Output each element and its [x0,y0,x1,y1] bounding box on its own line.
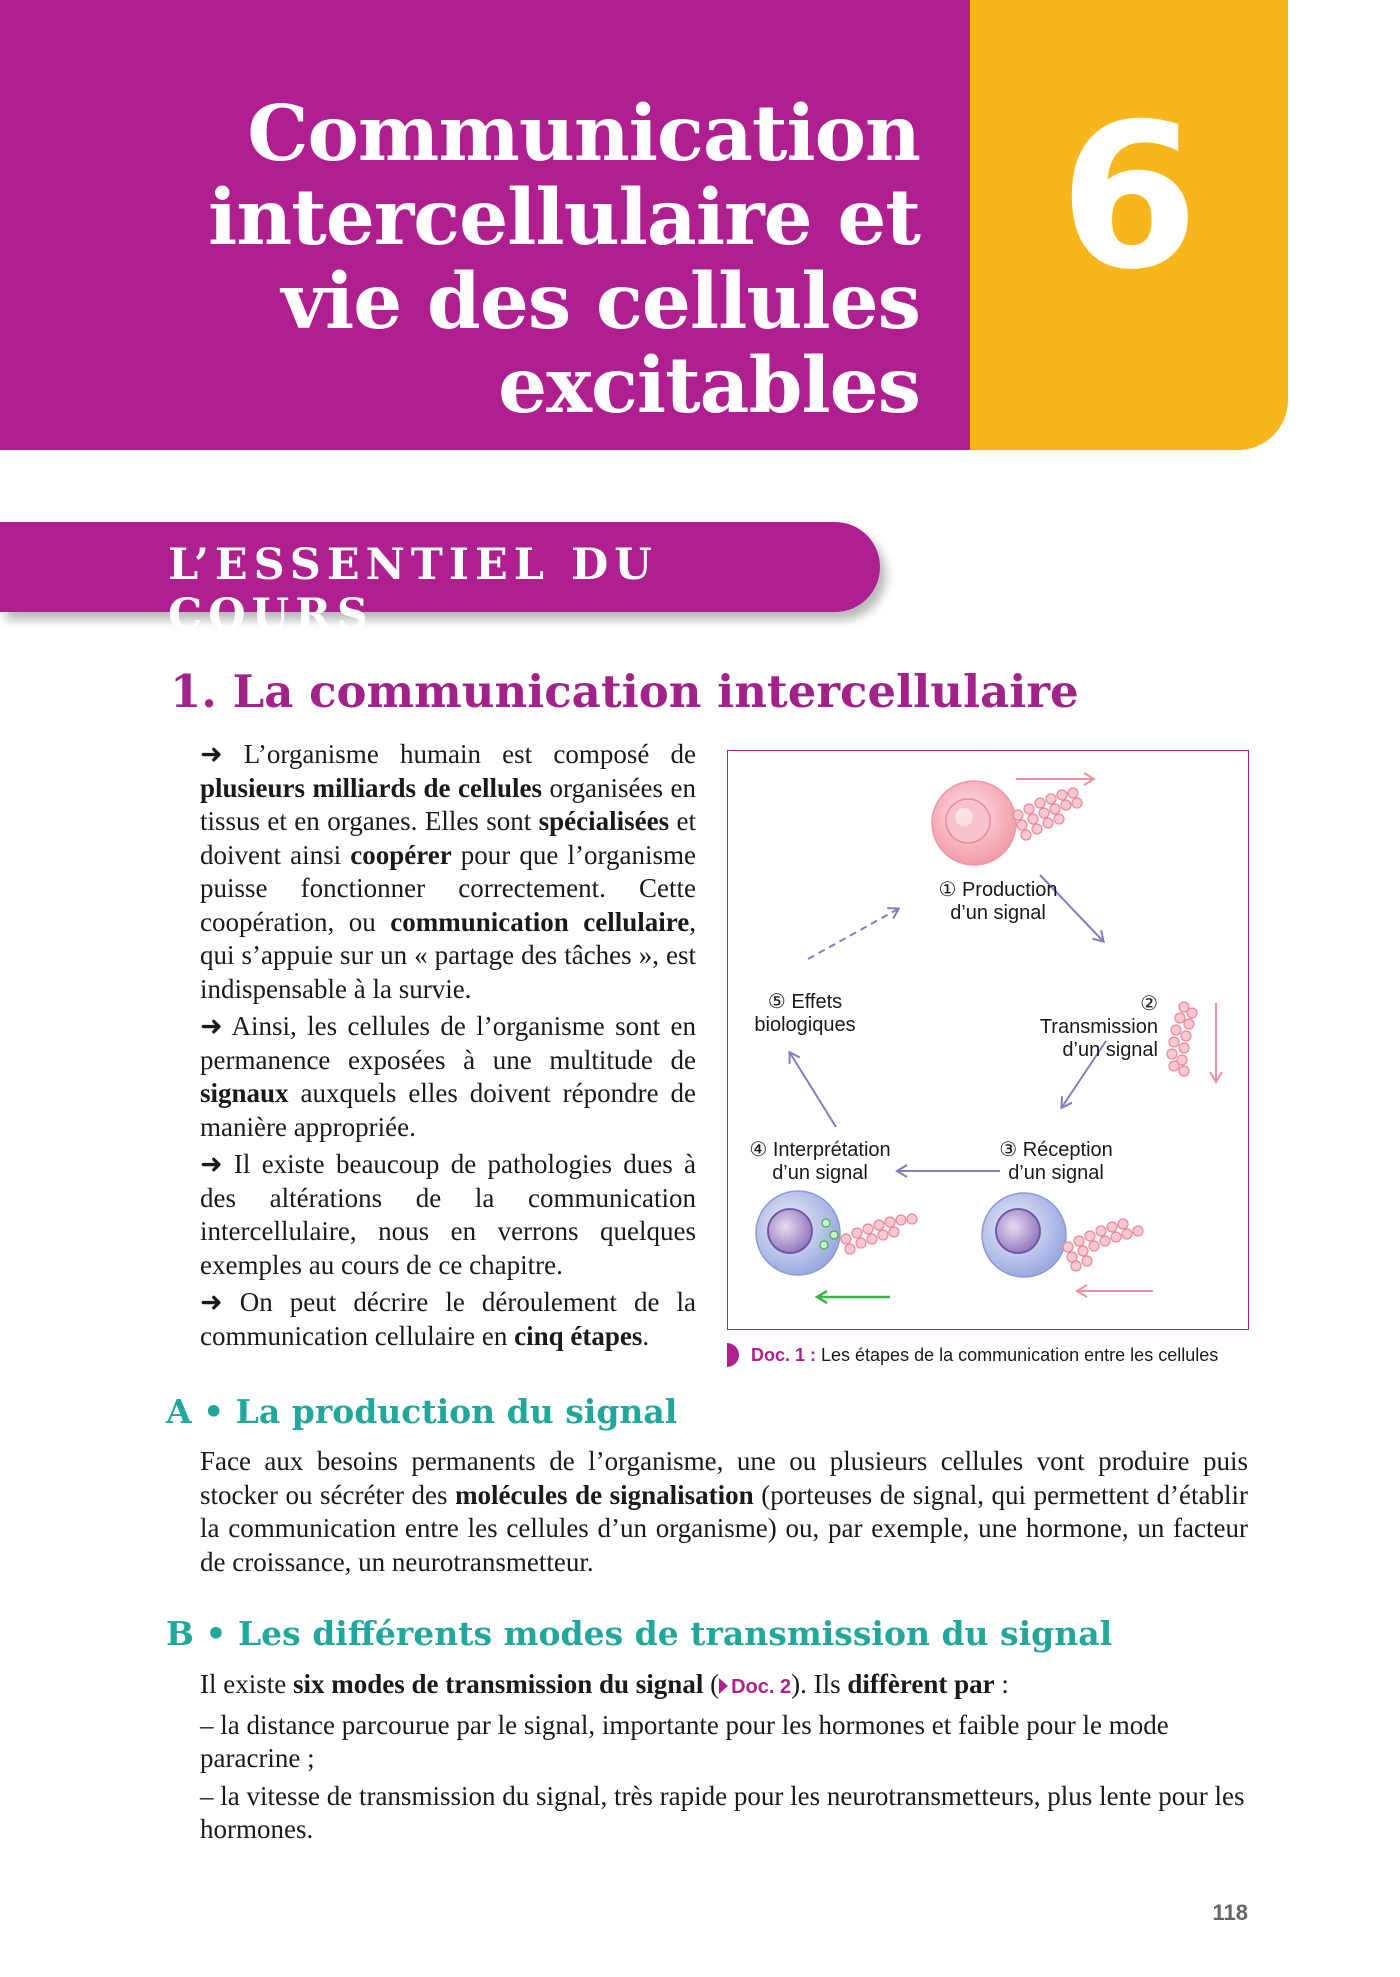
doc2-link[interactable]: Doc. 2 [719,1676,791,1698]
intro-paragraph: ➜ Il existe beaucoup de pathologies dues à des altérations de la communication intercellulaire, nous en verrons quelques exemples au cours de ce chapitre. [200,1149,696,1280]
caption-marker-icon [727,1343,739,1367]
doc1-caption [727,1340,1267,1370]
section-banner-label: L’ESSENTIEL DU COURS [168,540,658,640]
cell-cycle-diagram [728,751,1248,1329]
chapter-title-line: vie des cellules [281,257,920,347]
step-3-label: ③ Réception d’un signal [999,1139,1113,1184]
section-b-item: – la vitesse de transmission du signal, très rapide pour les neurotransmetteurs, plus lente pour les hormones. [200,1780,1245,1844]
chapter-title [207,89,920,431]
section-a-text [200,1445,1248,1583]
section-b-intro: Il existe six modes de transmission du signal ( Doc. 2). Ils diffèrent par : [200,1669,1009,1699]
chapter-number-box [970,0,1288,450]
intro-paragraph: ➜ Ainsi, les cellules de l’organisme sont en permanence exposées à une multitude de signaux auxquels elles doivent répondre de manière appropriée. [200,1011,696,1142]
heading-section-b: B • Les différents modes de transmission du signal [166,1614,1113,1653]
intro-paragraph: ➜ On peut décrire le déroulement de la communication cellulaire en cinq étapes. [200,1287,696,1351]
page-number: 118 [1212,1900,1248,1925]
doc-ref-icon [719,1678,728,1694]
transmitted-signal [1167,1002,1216,1081]
intro-text [200,738,696,1357]
producing-cell [932,779,1093,865]
chapter-number: 6 [1059,81,1199,314]
chapter-title-line: Communication [247,89,920,179]
receiving-cell [982,1193,1153,1291]
section-b-item: – la distance parcourue par le signal, importante pour les hormones et faible pour le mode paracrine ; [200,1709,1169,1773]
caption-text: Les étapes de la communication entre les cellules [821,1345,1219,1365]
section-b-text [200,1668,1248,1851]
caption-label: Doc. 1 : [751,1345,817,1365]
step-2-label: ② Transmission d’un signal [1039,993,1158,1061]
heading-section-a: A • La production du signal [166,1392,678,1431]
interpreting-cell [756,1191,917,1297]
section-banner [0,522,880,640]
step-1-label: ① Production d’un signal [938,879,1058,924]
heading-communication-intercellulaire: 1. La communication intercellulaire [170,665,1079,718]
step-4-label: ④ Interprétation d’un signal [749,1139,891,1184]
chapter-title-line: intercellulaire et [207,173,920,263]
step-5-label: ⑤ Effets biologiques [754,991,856,1036]
section-a-paragraph: Face aux besoins permanents de l’organisme, une ou plusieurs cellules vont produire puis stocker ou sécréter des molécules de signalisation (porteuses de signal, qui permettent d’établir la communication entre les cellules d’un organisme) ou, par exemple, une hormone, un facteur de croissance, un neurotransmetteur. [200,1446,1249,1577]
chapter-title-line: excitables [498,341,920,431]
doc1-figure [727,750,1249,1330]
chapter-header [0,0,970,450]
intro-paragraph: ➜ L’organisme humain est composé de plusieurs milliards de cellules organisées en tissus et en organes. Elles sont spécialisées et doivent ainsi coopérer pour que l’organisme puisse fonctionner correctement. Cette coopération, ou communication cellulaire, qui s’appuie sur un « partage des tâches », est indispensable à la survie. [200,739,697,1004]
